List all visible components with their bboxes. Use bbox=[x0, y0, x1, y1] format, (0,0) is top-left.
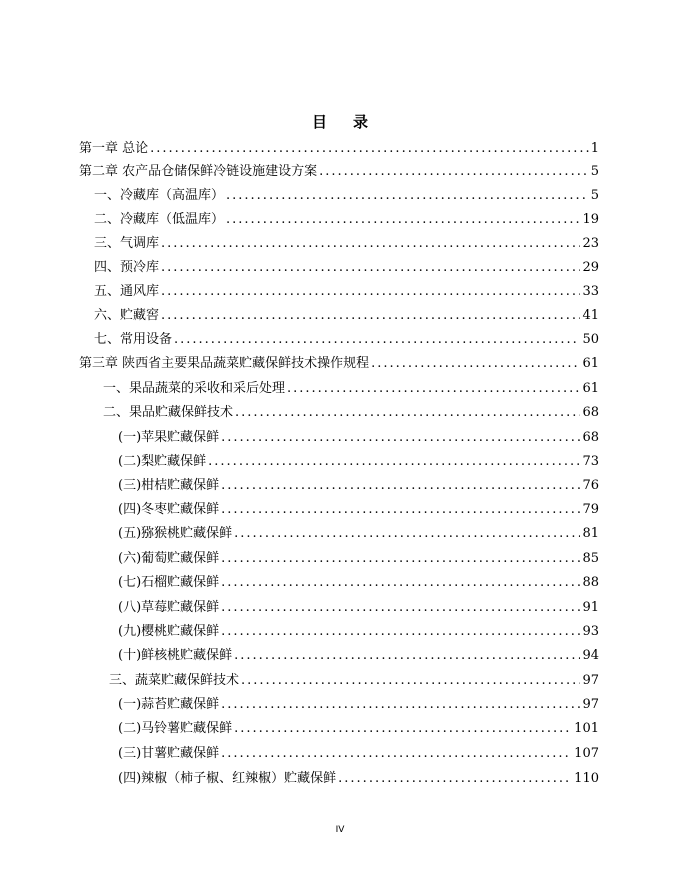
toc-entry-page: 68 bbox=[582, 430, 599, 445]
dot-leader bbox=[234, 644, 580, 668]
toc-entry-page: 5 bbox=[590, 188, 599, 203]
toc-entry-label: (三)柑桔贮藏保鲜 bbox=[118, 478, 220, 493]
dot-leader bbox=[226, 184, 589, 208]
dot-leader bbox=[371, 352, 580, 376]
toc-entry-section[interactable] bbox=[0, 669, 680, 693]
dot-leader bbox=[221, 426, 580, 450]
toc-entry-page: 110 bbox=[574, 771, 599, 786]
toc-entry-label: (一)蒜苔贮藏保鲜 bbox=[118, 697, 220, 712]
dot-leader bbox=[174, 328, 580, 352]
toc-entry-label: (一)苹果贮藏保鲜 bbox=[118, 430, 220, 445]
toc-entry-page: 29 bbox=[582, 260, 599, 275]
toc-entry-section[interactable] bbox=[0, 377, 680, 401]
toc-entry-label: 第二章 农产品仓储保鲜冷链设施建设方案 bbox=[79, 164, 318, 179]
toc-entry-label: (二)马铃薯贮藏保鲜 bbox=[118, 721, 233, 736]
toc-entry-subsection[interactable] bbox=[0, 693, 680, 717]
toc-entry-page: 41 bbox=[582, 308, 599, 323]
toc-entry-label: 二、冷藏库（低温库） bbox=[94, 212, 225, 227]
toc-entry-section[interactable] bbox=[0, 280, 680, 304]
toc-entry-section[interactable] bbox=[0, 208, 680, 232]
toc-entry-label: 第三章 陕西省主要果品蔬菜贮藏保鲜技术操作规程 bbox=[79, 356, 370, 371]
toc-entry-subsection[interactable] bbox=[0, 620, 680, 644]
toc-entry-label: (三)甘薯贮藏保鲜 bbox=[118, 746, 220, 761]
toc-entry-page: 1 bbox=[590, 141, 599, 156]
toc-entry-subsection[interactable] bbox=[0, 644, 680, 668]
dot-leader bbox=[226, 208, 580, 232]
toc-entry-chapter-1[interactable] bbox=[0, 137, 680, 161]
toc-entry-page: 88 bbox=[582, 575, 599, 590]
dot-leader bbox=[208, 450, 580, 474]
toc-entry-label: (五)猕猴桃贮藏保鲜 bbox=[118, 526, 233, 541]
dot-leader bbox=[235, 401, 580, 425]
dot-leader bbox=[319, 160, 589, 184]
toc-entry-subsection[interactable] bbox=[0, 596, 680, 620]
toc-entry-label: (四)辣椒（柿子椒、红辣椒）贮藏保鲜 bbox=[118, 771, 337, 786]
toc-entry-subsection[interactable] bbox=[0, 717, 680, 741]
toc-entry-page: 79 bbox=[582, 502, 599, 517]
toc-entry-section[interactable] bbox=[0, 328, 680, 352]
toc-entry-label: 二、果品贮藏保鲜技术 bbox=[103, 405, 234, 420]
dot-leader bbox=[161, 280, 580, 304]
toc-entry-page: 97 bbox=[582, 673, 599, 688]
toc-entry-label: 六、贮藏窖 bbox=[94, 308, 160, 323]
dot-leader bbox=[221, 620, 580, 644]
toc-entry-label: (二)梨贮藏保鲜 bbox=[118, 454, 207, 469]
dot-leader bbox=[161, 304, 580, 328]
dot-leader bbox=[221, 571, 580, 595]
dot-leader bbox=[221, 693, 580, 717]
dot-leader bbox=[234, 717, 572, 741]
toc-entry-page: 107 bbox=[574, 746, 599, 761]
toc-entry-section[interactable] bbox=[0, 256, 680, 280]
toc-entry-chapter-2[interactable] bbox=[0, 160, 680, 184]
dot-leader bbox=[150, 137, 589, 161]
title-char-2: 录 bbox=[353, 113, 369, 131]
dot-leader bbox=[287, 377, 580, 401]
toc-entry-section[interactable] bbox=[0, 304, 680, 328]
toc-entry-section[interactable] bbox=[0, 184, 680, 208]
dot-leader bbox=[234, 522, 580, 546]
toc-entry-label: 一、果品蔬菜的采收和采后处理 bbox=[103, 381, 286, 396]
toc-entry-page: 81 bbox=[582, 526, 599, 541]
toc-entry-subsection[interactable] bbox=[0, 498, 680, 522]
toc-entry-label: 第一章 总论 bbox=[79, 141, 149, 156]
toc-entry-page: 61 bbox=[582, 356, 599, 371]
toc-entry-label: (七)石榴贮藏保鲜 bbox=[118, 575, 220, 590]
toc-entry-label: (八)草莓贮藏保鲜 bbox=[118, 600, 220, 615]
dot-leader bbox=[221, 547, 580, 571]
dot-leader bbox=[221, 474, 580, 498]
dot-leader bbox=[338, 767, 572, 791]
toc-entry-page: 33 bbox=[582, 284, 599, 299]
toc-entry-page: 61 bbox=[582, 381, 599, 396]
toc-entry-chapter-3[interactable] bbox=[0, 352, 680, 376]
toc-entry-page: 97 bbox=[582, 697, 599, 712]
dot-leader bbox=[221, 498, 580, 522]
dot-leader bbox=[221, 596, 580, 620]
toc-entry-page: 93 bbox=[582, 624, 599, 639]
toc-entry-label: 七、常用设备 bbox=[94, 332, 173, 347]
toc-entry-subsection[interactable] bbox=[0, 450, 680, 474]
toc-entry-page: 73 bbox=[582, 454, 599, 469]
page-title bbox=[0, 111, 680, 132]
title-char-1: 目 bbox=[311, 113, 327, 131]
toc-entry-subsection[interactable] bbox=[0, 571, 680, 595]
toc-entry-page: 91 bbox=[582, 600, 599, 615]
toc-entry-label: 四、预冷库 bbox=[94, 260, 160, 275]
toc-entry-subsection[interactable] bbox=[0, 547, 680, 571]
toc-entry-label: 三、蔬菜贮藏保鲜技术 bbox=[109, 673, 240, 688]
toc-entry-label: (四)冬枣贮藏保鲜 bbox=[118, 502, 220, 517]
page-footer-number: IV bbox=[335, 825, 345, 835]
toc-entry-page: 76 bbox=[582, 478, 599, 493]
toc-entry-page: 19 bbox=[582, 212, 599, 227]
dot-leader bbox=[161, 232, 580, 256]
toc-entry-label: (六)葡萄贮藏保鲜 bbox=[118, 551, 220, 566]
toc-entry-label: (十)鲜核桃贮藏保鲜 bbox=[118, 648, 233, 663]
toc-entry-section[interactable] bbox=[0, 401, 680, 425]
dot-leader bbox=[241, 669, 580, 693]
toc-entry-page: 68 bbox=[582, 405, 599, 420]
toc-entry-subsection[interactable] bbox=[0, 474, 680, 498]
dot-leader bbox=[161, 256, 580, 280]
toc-entry-subsection[interactable] bbox=[0, 426, 680, 450]
toc-entry-label: 三、气调库 bbox=[94, 236, 160, 251]
toc-entry-subsection[interactable] bbox=[0, 742, 680, 766]
toc-entry-page: 94 bbox=[582, 648, 599, 663]
toc-entry-label: 五、通风库 bbox=[94, 284, 160, 299]
toc-entry-label: 一、冷藏库（高温库） bbox=[94, 188, 225, 203]
toc-entry-section[interactable] bbox=[0, 232, 680, 256]
toc-entry-page: 50 bbox=[582, 332, 599, 347]
toc-entry-page: 23 bbox=[582, 236, 599, 251]
toc-entry-page: 5 bbox=[590, 164, 599, 179]
toc-entry-page: 85 bbox=[582, 551, 599, 566]
toc-entry-subsection[interactable] bbox=[0, 522, 680, 546]
dot-leader bbox=[221, 742, 572, 766]
toc-entry-label: (九)樱桃贮藏保鲜 bbox=[118, 624, 220, 639]
toc-entry-page: 101 bbox=[574, 721, 599, 736]
toc-entry-subsection[interactable] bbox=[0, 767, 680, 791]
